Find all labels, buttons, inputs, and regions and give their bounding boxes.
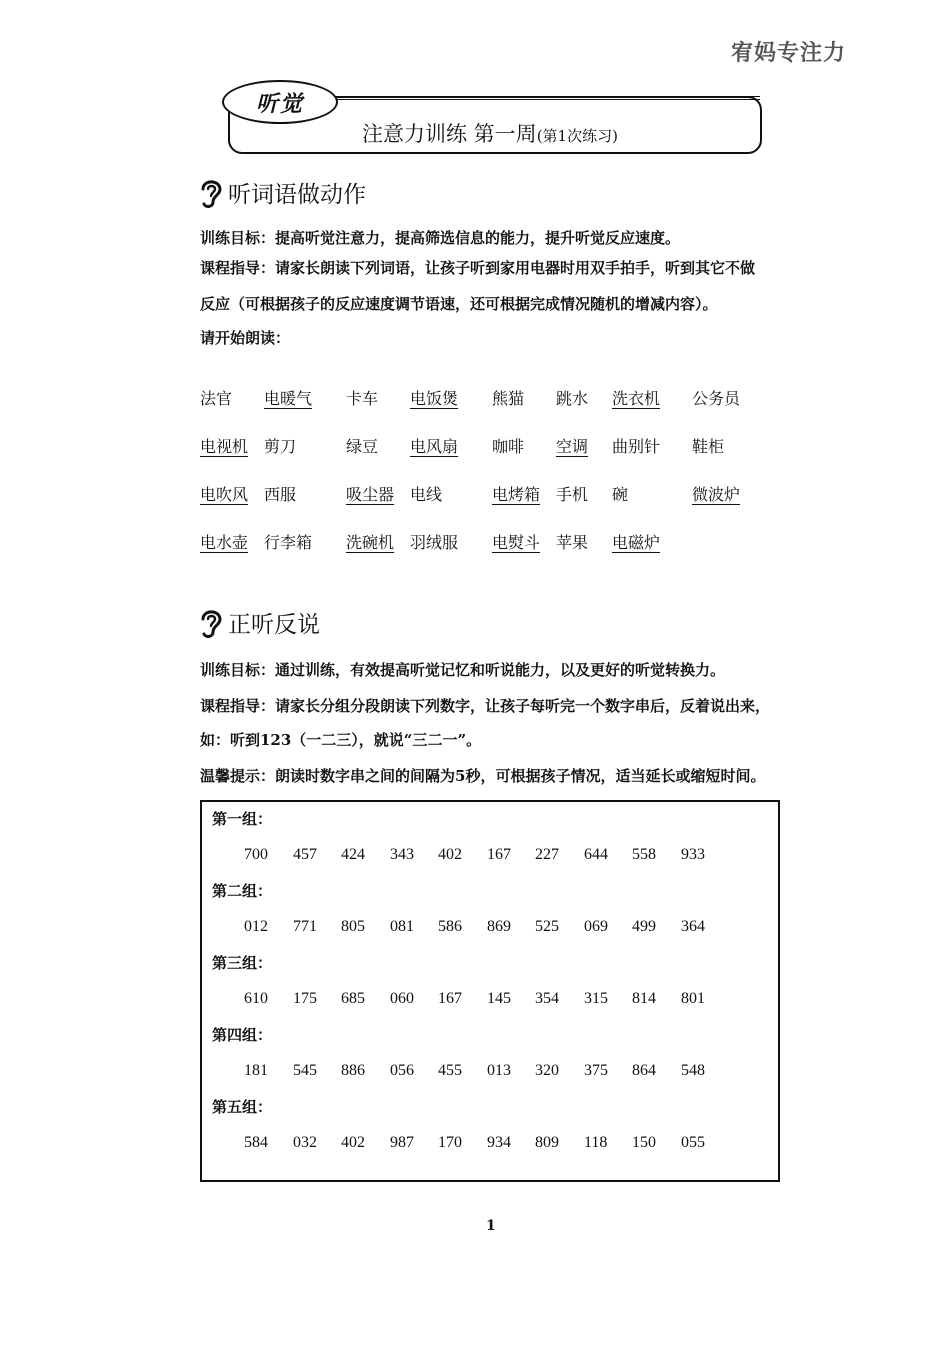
group-label: 第五组：: [212, 1098, 273, 1116]
word-appliance: 电风扇: [410, 437, 459, 456]
lesson-banner: [222, 80, 768, 158]
number-string: 343: [390, 846, 414, 863]
word-row: [200, 386, 800, 410]
number-string: 805: [341, 918, 365, 935]
number-string: 586: [438, 918, 462, 935]
watermark-text: 宥妈专注力: [730, 41, 846, 66]
number-string: 809: [535, 1134, 559, 1151]
word-row: [200, 482, 800, 506]
number-string: 545: [293, 1062, 317, 1079]
number-string: 145: [487, 990, 511, 1007]
number-string: 685: [341, 990, 365, 1007]
number-string: 934: [487, 1134, 511, 1151]
word-item: 剪刀: [264, 437, 297, 456]
section1-goal: 训练目标：提高听觉注意力，提高筛选信息的能力，提升听觉反应速度。: [200, 229, 681, 247]
word-appliance: 电烤箱: [492, 485, 541, 504]
word-item: 碗: [612, 485, 629, 504]
section2-title: 正听反说: [228, 612, 320, 638]
number-row: [202, 846, 778, 868]
word-item: 跳水: [556, 389, 589, 408]
number-string: 081: [390, 918, 414, 935]
number-groups-box: [200, 800, 780, 1182]
number-string: 869: [487, 918, 511, 935]
word-item: 手机: [556, 485, 589, 504]
word-appliance: 电水壶: [200, 533, 249, 552]
number-string: 069: [584, 918, 608, 935]
number-string: 167: [438, 990, 462, 1007]
banner-title: [362, 118, 618, 148]
section1-guide-line2: 反应（可根据孩子的反应速度调节语速，还可根据完成情况随机的增减内容）。: [200, 295, 718, 313]
number-string: 170: [438, 1134, 462, 1151]
number-string: 167: [487, 846, 511, 863]
number-string: 354: [535, 990, 559, 1007]
number-string: 056: [390, 1062, 414, 1079]
number-string: 315: [584, 990, 608, 1007]
section1-heading: [198, 176, 366, 209]
number-string: 055: [681, 1134, 705, 1151]
word-item: 法官: [200, 389, 233, 408]
section2-guide-line1: 课程指导：请家长分组分段朗读下列数字，让孩子每听完一个数字串后，反着说出来，: [200, 697, 771, 715]
ear-icon: [198, 177, 224, 209]
number-string: 455: [438, 1062, 462, 1079]
number-row: [202, 1134, 778, 1156]
word-appliance: 微波炉: [692, 485, 741, 504]
banner-badge: [222, 80, 338, 124]
number-string: 402: [341, 1134, 365, 1151]
section1-title: 听词语做动作: [228, 182, 366, 208]
number-string: 118: [584, 1134, 608, 1151]
word-item: 鞋柜: [692, 437, 725, 456]
number-string: 364: [681, 918, 705, 935]
word-appliance: 电暖气: [264, 389, 313, 408]
word-appliance: 洗衣机: [612, 389, 661, 408]
number-string: 060: [390, 990, 414, 1007]
word-appliance: 电吹风: [200, 485, 249, 504]
banner-title-main: 注意力训练 第一周: [362, 122, 537, 146]
number-string: 150: [632, 1134, 656, 1151]
word-appliance: 电熨斗: [492, 533, 541, 552]
number-string: 864: [632, 1062, 656, 1079]
word-item: 行李箱: [264, 533, 313, 552]
banner-subtitle: (第1次练习): [536, 127, 618, 145]
number-string: 558: [632, 846, 656, 863]
section2-guide-line2: 如：听到123（一二三），就说“三二一”。: [200, 731, 482, 749]
number-string: 320: [535, 1062, 559, 1079]
section2-tip: 温馨提示：朗读时数字串之间的间隔为5秒，可根据孩子情况，适当延长或缩短时间。: [200, 767, 766, 785]
number-string: 175: [293, 990, 317, 1007]
group-label: 第三组：: [212, 954, 273, 972]
number-string: 548: [681, 1062, 705, 1079]
number-string: 700: [244, 846, 268, 863]
number-string: 499: [632, 918, 656, 935]
word-item: 咖啡: [492, 437, 525, 456]
word-appliance: 电饭煲: [410, 389, 459, 408]
word-appliance: 洗碗机: [346, 533, 395, 552]
number-string: 886: [341, 1062, 365, 1079]
ear-icon: [198, 607, 224, 639]
word-item: 羽绒服: [410, 533, 459, 552]
word-appliance: 吸尘器: [346, 485, 395, 504]
word-item: 西服: [264, 485, 297, 504]
number-string: 644: [584, 846, 608, 863]
word-appliance: 电视机: [200, 437, 249, 456]
banner-tag: 听觉: [255, 91, 304, 117]
banner-double-line: [322, 96, 760, 100]
group-label: 第一组：: [212, 810, 273, 828]
number-row: [202, 1062, 778, 1084]
number-string: 584: [244, 1134, 268, 1151]
number-string: 227: [535, 846, 559, 863]
word-appliance: 空调: [556, 437, 589, 456]
number-string: 801: [681, 990, 705, 1007]
section1-start: 请开始朗读：: [200, 329, 291, 347]
word-appliance: 电磁炉: [612, 533, 661, 552]
word-item: 曲别针: [612, 437, 661, 456]
group-label: 第二组：: [212, 882, 273, 900]
word-item: 熊猫: [492, 389, 525, 408]
number-string: 987: [390, 1134, 414, 1151]
page-number: 1: [486, 1218, 496, 1234]
number-string: 375: [584, 1062, 608, 1079]
word-item: 绿豆: [346, 437, 379, 456]
number-string: 013: [487, 1062, 511, 1079]
word-item: 公务员: [692, 389, 741, 408]
word-item: 电线: [410, 485, 443, 504]
number-string: 771: [293, 918, 317, 935]
word-row: [200, 530, 800, 554]
number-row: [202, 918, 778, 940]
word-item: 卡车: [346, 389, 379, 408]
word-row: [200, 434, 800, 458]
number-string: 525: [535, 918, 559, 935]
number-string: 457: [293, 846, 317, 863]
number-string: 181: [244, 1062, 268, 1079]
section2-goal: 训练目标：通过训练，有效提高听觉记忆和听说能力，以及更好的听觉转换力。: [200, 661, 726, 679]
group-label: 第四组：: [212, 1026, 273, 1044]
number-string: 012: [244, 918, 268, 935]
number-string: 610: [244, 990, 268, 1007]
number-string: 814: [632, 990, 656, 1007]
section1-guide-line1: 课程指导：请家长朗读下列词语，让孩子听到家用电器时用双手拍手，听到其它不做: [200, 259, 756, 277]
number-string: 032: [293, 1134, 317, 1151]
number-row: [202, 990, 778, 1012]
word-item: 苹果: [556, 533, 589, 552]
section2-heading: [198, 606, 320, 639]
number-string: 933: [681, 846, 705, 863]
number-string: 402: [438, 846, 462, 863]
number-string: 424: [341, 846, 365, 863]
